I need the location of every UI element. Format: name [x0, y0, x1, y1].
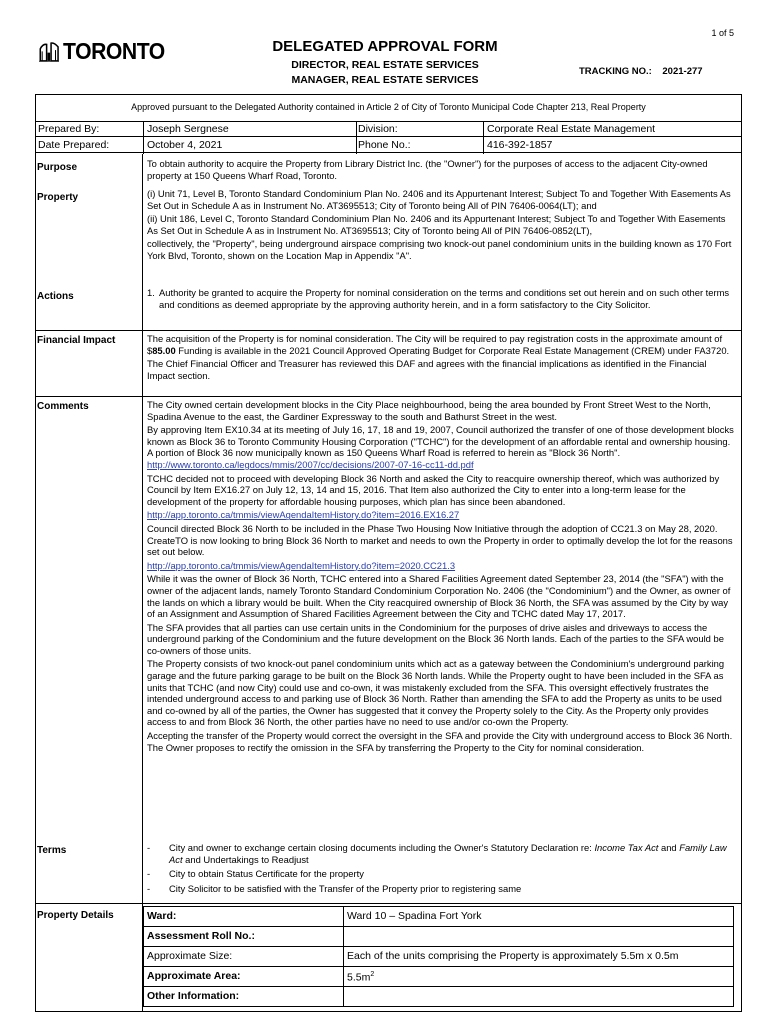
comments-paragraph-6: The SFA provides that all parties can use certain units in the Condominium for the purposes of drive aisles and driveways to access the underground parking of the Condominium and the future development on the Block 36 North lands. Each of the parties to the SFA would be co-owners of those units. [147, 621, 724, 656]
term-item [147, 868, 737, 880]
actions-text [147, 287, 737, 310]
approximate-size-label: Approximate Size: [144, 947, 344, 967]
action-number: 1. [147, 287, 155, 298]
terms-list [147, 842, 737, 897]
comments-link-2016 [147, 509, 737, 521]
comments-text-2: By approving Item EX10.34 at its meeting of July 16, 17, 18 and 19, 2007, Council authorized the transfer of one of those development blocks known as Block 36 to Toronto Community Housing Corporation ("TCHC") for the development of an affordable rental and ownership housing. A portion of Block 36 now municipally known as 150 Queens Wharf Road is referred to herein as "Block 36 North". [147, 424, 734, 459]
comments-paragraph-8: Accepting the transfer of the Property would correct the oversight in the SFA and provide the City with underground access to Block 36 North. The Owner proposes to rectify the omission in the SFA by transferring the Property to the City for nominal consideration. [147, 730, 733, 753]
city-hall-icon [39, 37, 59, 67]
comments-link-2020 [147, 560, 737, 572]
section-divider [36, 330, 741, 331]
info-grid [36, 122, 741, 154]
date-prepared-label: Date Prepared: [36, 138, 143, 153]
council-decision-link[interactable]: http://www.toronto.ca/legdocs/mmis/2007/cc/decisions/2007-07-16-cc11-dd.pdf [147, 458, 474, 470]
financial-text-b: Funding is available in the 2021 Council Approved Operating Budget for Corporate Real Estate Management (CREM) under FA3720. [175, 344, 730, 356]
area-unit-superscript: 2 [370, 970, 375, 978]
approximate-size-value: Each of the units comprising the Property is approximately 5.5m x 0.5m [344, 947, 734, 967]
assessment-roll-label: Assessment Roll No.: [144, 927, 344, 947]
term-dash: - [147, 868, 151, 880]
property-unit-71: (i) Unit 71, Level B, Toronto Standard Condominium Plan No. 2406 and its Appurtenant Interest; Subject To and Together With Easements As Set Out in Schedule A as in Instrument No. AT3695513; City of Toronto being All of PIN 76406-0064(LT); and [147, 188, 731, 211]
division-value: Corporate Real Estate Management [483, 122, 741, 137]
logo-wordmark: TORONTO [63, 38, 166, 65]
property-label: Property [37, 192, 79, 203]
term-dash: - [147, 882, 151, 894]
approximate-area-value [344, 967, 734, 987]
ward-label: Ward: [144, 907, 344, 927]
phone-value: 416-392-1857 [483, 138, 741, 153]
grid-divider [483, 122, 484, 154]
other-information-value [344, 987, 734, 1007]
division-label: Division: [356, 122, 483, 137]
city-of-toronto-logo [39, 34, 174, 70]
term-3-text: City Solicitor to be satisfied with the Transfer of the Property prior to registering same [169, 882, 522, 894]
page-indicator: 1 of 5 [711, 28, 734, 38]
term-1-text-a: City and owner to exchange certain closing documents including the Owner's Statutory Declaration re: [169, 842, 595, 853]
form-subtitle-director: DIRECTOR, REAL ESTATE SERVICES [291, 59, 479, 71]
property-text [147, 188, 737, 264]
other-information-label: Other Information: [144, 987, 344, 1007]
section-divider [36, 396, 741, 397]
financial-impact-text [147, 333, 737, 383]
term-item [147, 842, 737, 865]
table-row [144, 967, 734, 987]
comments-paragraph-7: The Property consists of two knock-out panel condominium units which act as a gateway between the Condominium's underground parking garage and the future parking garage to be built on the Block 36 North lands. While the Property ought to have been included in the SFA as units that TCHC (and now City) could use and co-own, it was mistakenly excluded from the SFA. This oversight effectively frustrates the intended underground access to and parking use of Block 36 North. Rather than amending the SFA to add the Property as units to be used and co-owned by all of the parties, the Owner has suggested that it convey the Property solely to the City. As the Property only provides access to and from Block 36 North, the other parties have no need to use and/or co-own the Property. [147, 658, 725, 728]
approximate-area-label: Approximate Area: [144, 967, 344, 987]
action-item [147, 287, 737, 310]
comments-paragraph-4: Council directed Block 36 North to be included in the Phase Two Housing Now Initiative through the adoption of CC21.3 on May 28, 2020. CreateTO is now looking to bring Block 36 North to market and needs to own the Property in order to optimally develop the lot for the reasons set out below. [147, 522, 733, 558]
grid-divider [143, 122, 144, 154]
tracking-value: 2021-277 [662, 66, 703, 77]
table-row [144, 927, 734, 947]
property-details-label: Property Details [37, 910, 114, 921]
property-details-table [143, 906, 734, 1007]
prepared-by-label: Prepared By: [36, 122, 143, 137]
table-row [144, 947, 734, 967]
financial-paragraph-2: The Chief Financial Officer and Treasurer has reviewed this DAF and agrees with the financial implications as identified in the Financial Impact section. [147, 358, 707, 381]
date-prepared-value: October 4, 2021 [143, 138, 356, 153]
area-number: 5.5m [347, 971, 371, 984]
agenda-item-2016-link[interactable]: http://app.toronto.ca/tmmis/viewAgendaItemHistory.do?item=2016.EX16.27 [147, 509, 460, 521]
term-1-text-b: and [658, 842, 680, 853]
term-1-text-c: and Undertakings to Readjust [182, 853, 309, 865]
comments-label: Comments [37, 401, 89, 412]
grid-divider [356, 122, 357, 154]
comments-paragraph-5: While it was the owner of Block 36 North, TCHC entered into a Shared Facilities Agreement dated September 23, 2014 (the "SFA") with the owner of the adjacent lands, namely Toronto Standard Condominium Corporation No. 2406 (the "Condominium") and the Owner, as owner of the lands on which a library would be built. When the City reacquired ownership of Block 36 North, the SFA was assumed by the City by way of an Assignment and Assumption of Shared Facilities Agreement between the City and TCHC dated May 17, 2017. [147, 573, 731, 620]
assessment-roll-value [344, 927, 734, 947]
term-item [147, 883, 737, 895]
term-1-family-law-act: Family Law Act [169, 842, 727, 865]
phone-label: Phone No.: [356, 138, 483, 153]
ward-value: Ward 10 – Spadina Fort York [344, 907, 734, 927]
comments-paragraph-2 [147, 424, 737, 470]
purpose-label: Purpose [37, 162, 78, 173]
table-row [144, 987, 734, 1007]
term-2-text: City to obtain Status Certificate for the property [169, 868, 364, 880]
purpose-paragraph: To obtain authority to acquire the Property from Library District Inc. (the "Owner") for the purposes of access to the adjacent City-owned property at 150 Queens Wharf Road, Toronto. [147, 158, 708, 181]
comments-paragraph-1: The City owned certain development blocks in the City Place neighbourhood, being the area bounded by Front Street West to the North, Spadina Avenue to the east, the Gardiner Expressway to the south and Bathurst Street in the west. [147, 399, 711, 422]
financial-text-a: The acquisition of the Property is for nominal consideration. The City will be required to pay registration costs in the approximate amount of $ [147, 333, 723, 356]
financial-impact-label: Financial Impact [37, 335, 116, 346]
financial-paragraph-1 [147, 333, 737, 356]
action-text: Authority be granted to acquire the Property for nominal consideration on the terms and conditions set out herein and on such other terms and conditions as deemed appropriate by the approving authority herein, and in a form satisfactory to the City Solicitor. [159, 287, 730, 310]
property-collectively: collectively, the "Property", being underground airspace comprising two knock-out panel condominium units in the building known as 170 Fort York Blvd, Toronto, shown on the Location Map in Appendix "A". [147, 238, 732, 261]
table-row [144, 907, 734, 927]
comments-paragraph-3: TCHC decided not to proceed with developing Block 36 North and asked the City to reacquire ownership thereof, which was authorized by Council by Item EX16.27 on July 12, 13, 14 and 15, 2016. That Item also authorized the City to enter into a long-term lease for the development of the property for affordable housing purposes, which plan has since been abandoned. [147, 472, 720, 507]
registration-cost: 85.00 [152, 344, 176, 356]
terms-label: Terms [37, 845, 67, 856]
purpose-text [147, 158, 737, 183]
form-subtitle-manager: MANAGER, REAL ESTATE SERVICES [291, 74, 479, 86]
agenda-item-2020-link[interactable]: http://app.toronto.ca/tmmis/viewAgendaItemHistory.do?item=2020.CC21.3 [147, 559, 456, 571]
prepared-by-value: Joseph Sergnese [143, 122, 356, 137]
tracking-number [579, 66, 703, 78]
form-title: DELEGATED APPROVAL FORM [272, 38, 498, 55]
comments-text [147, 399, 737, 755]
label-column-divider [142, 154, 143, 1011]
section-divider [36, 903, 741, 904]
actions-label: Actions [37, 291, 74, 302]
approved-note: Approved pursuant to the Delegated Authority contained in Article 2 of City of Toronto Municipal Code Chapter 213, Real Property [36, 95, 741, 122]
term-1-income-tax-act: Income Tax Act [594, 842, 659, 853]
tracking-label: TRACKING NO.: [579, 66, 652, 77]
term-dash: - [147, 842, 151, 853]
property-unit-186: (ii) Unit 186, Level C, Toronto Standard Condominium Plan No. 2406 and its Appurtenant Interest; Subject To and Together With Easements As Set Out in Schedule A as in Instrument No. AT3695513; City of Toronto being All of PIN 76406-0852(LT), [147, 213, 726, 236]
